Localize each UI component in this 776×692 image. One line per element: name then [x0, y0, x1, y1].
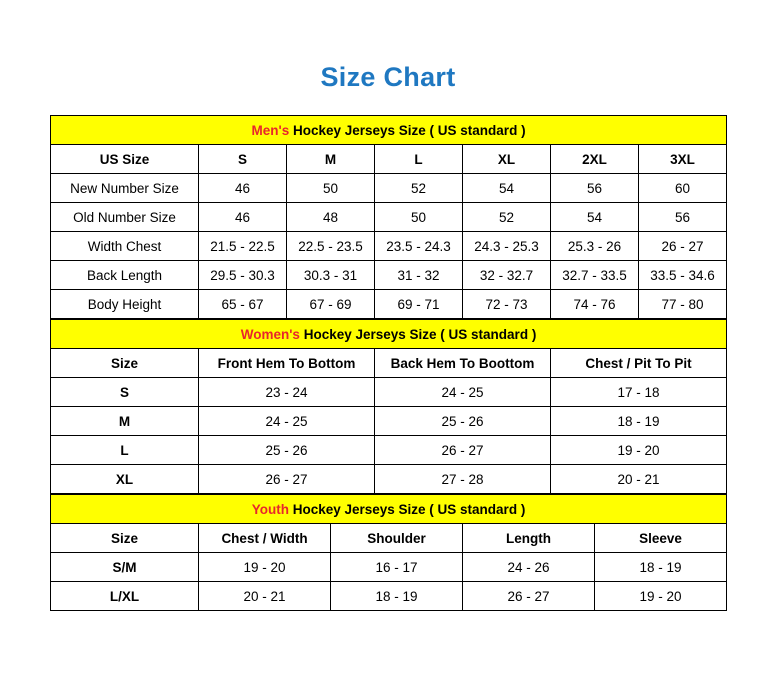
youth-banner — [51, 495, 727, 524]
mens-header-cell: 2XL — [551, 145, 639, 174]
youth-header-cell: Sleeve — [595, 524, 727, 553]
table-cell: 25 - 26 — [375, 407, 551, 436]
table-cell: 25 - 26 — [199, 436, 375, 465]
table-cell: 26 - 27 — [463, 582, 595, 611]
table-row — [51, 203, 727, 232]
womens-banner-row — [51, 320, 727, 349]
table-cell: 27 - 28 — [375, 465, 551, 494]
table-cell: 18 - 19 — [551, 407, 727, 436]
row-label: New Number Size — [51, 174, 199, 203]
table-cell: 24 - 26 — [463, 553, 595, 582]
table-cell: 54 — [551, 203, 639, 232]
table-cell: 32 - 32.7 — [463, 261, 551, 290]
table-cell: 67 - 69 — [287, 290, 375, 319]
table-cell: 17 - 18 — [551, 378, 727, 407]
row-label: Old Number Size — [51, 203, 199, 232]
table-cell: 22.5 - 23.5 — [287, 232, 375, 261]
table-cell: 50 — [375, 203, 463, 232]
table-row — [51, 232, 727, 261]
table-cell: 74 - 76 — [551, 290, 639, 319]
page-title: Size Chart — [320, 62, 456, 92]
table-cell: 52 — [463, 203, 551, 232]
table-cell: 25.3 - 26 — [551, 232, 639, 261]
womens-header-cell: Front Hem To Bottom — [199, 349, 375, 378]
table-cell: 20 - 21 — [199, 582, 331, 611]
table-row — [51, 174, 727, 203]
table-cell: 26 - 27 — [199, 465, 375, 494]
womens-header-row — [51, 349, 727, 378]
table-cell: 26 - 27 — [639, 232, 727, 261]
table-row — [51, 465, 727, 494]
table-cell: 24.3 - 25.3 — [463, 232, 551, 261]
row-label: XL — [51, 465, 199, 494]
table-row — [51, 290, 727, 319]
table-cell: 32.7 - 33.5 — [551, 261, 639, 290]
table-cell: 16 - 17 — [331, 553, 463, 582]
womens-header-cell: Back Hem To Boottom — [375, 349, 551, 378]
table-cell: 69 - 71 — [375, 290, 463, 319]
table-cell: 54 — [463, 174, 551, 203]
mens-header-cell: M — [287, 145, 375, 174]
table-cell: 30.3 - 31 — [287, 261, 375, 290]
table-cell: 19 - 20 — [199, 553, 331, 582]
table-cell: 60 — [639, 174, 727, 203]
youth-header-row — [51, 524, 727, 553]
row-label: S/M — [51, 553, 199, 582]
mens-banner-accent: Men's — [251, 122, 290, 138]
table-cell: 48 — [287, 203, 375, 232]
table-cell: 23.5 - 24.3 — [375, 232, 463, 261]
row-label: Back Length — [51, 261, 199, 290]
mens-header-cell: L — [375, 145, 463, 174]
table-cell: 24 - 25 — [199, 407, 375, 436]
row-label: M — [51, 407, 199, 436]
table-cell: 20 - 21 — [551, 465, 727, 494]
youth-header-cell: Shoulder — [331, 524, 463, 553]
mens-banner — [51, 116, 727, 145]
table-row — [51, 378, 727, 407]
mens-header-cell: US Size — [51, 145, 199, 174]
table-cell: 65 - 67 — [199, 290, 287, 319]
table-cell: 23 - 24 — [199, 378, 375, 407]
row-label: L/XL — [51, 582, 199, 611]
table-cell: 18 - 19 — [331, 582, 463, 611]
table-cell: 19 - 20 — [595, 582, 727, 611]
table-row — [51, 582, 727, 611]
table-cell: 77 - 80 — [639, 290, 727, 319]
youth-banner-row — [51, 495, 727, 524]
table-row — [51, 553, 727, 582]
table-cell: 18 - 19 — [595, 553, 727, 582]
youth-header-cell: Length — [463, 524, 595, 553]
womens-header-cell: Size — [51, 349, 199, 378]
table-cell: 33.5 - 34.6 — [639, 261, 727, 290]
tables-container — [50, 115, 726, 611]
youth-header-cell: Chest / Width — [199, 524, 331, 553]
mens-header-cell: S — [199, 145, 287, 174]
womens-header-cell: Chest / Pit To Pit — [551, 349, 727, 378]
table-row — [51, 436, 727, 465]
table-cell: 19 - 20 — [551, 436, 727, 465]
mens-size-table — [50, 115, 727, 319]
table-cell: 24 - 25 — [375, 378, 551, 407]
table-cell: 56 — [639, 203, 727, 232]
table-cell: 31 - 32 — [375, 261, 463, 290]
mens-banner-rest: Hockey Jerseys Size ( US standard ) — [289, 122, 526, 138]
mens-banner-row — [51, 116, 727, 145]
table-cell: 46 — [199, 174, 287, 203]
youth-header-cell: Size — [51, 524, 199, 553]
table-cell: 21.5 - 22.5 — [199, 232, 287, 261]
mens-header-row — [51, 145, 727, 174]
youth-size-table — [50, 494, 727, 611]
table-cell: 26 - 27 — [375, 436, 551, 465]
row-label: L — [51, 436, 199, 465]
womens-banner — [51, 320, 727, 349]
row-label: Body Height — [51, 290, 199, 319]
womens-banner-accent: Women's — [240, 326, 300, 342]
table-cell: 72 - 73 — [463, 290, 551, 319]
table-cell: 50 — [287, 174, 375, 203]
table-cell: 46 — [199, 203, 287, 232]
table-row — [51, 407, 727, 436]
table-cell: 52 — [375, 174, 463, 203]
mens-header-cell: 3XL — [639, 145, 727, 174]
womens-banner-rest: Hockey Jerseys Size ( US standard ) — [299, 326, 537, 342]
table-cell: 29.5 - 30.3 — [199, 261, 287, 290]
row-label: Width Chest — [51, 232, 199, 261]
table-row — [51, 261, 727, 290]
youth-banner-accent: Youth — [251, 501, 289, 517]
youth-banner-rest: Hockey Jerseys Size ( US standard ) — [288, 501, 526, 517]
table-cell: 56 — [551, 174, 639, 203]
mens-header-cell: XL — [463, 145, 551, 174]
row-label: S — [51, 378, 199, 407]
womens-size-table — [50, 319, 727, 494]
